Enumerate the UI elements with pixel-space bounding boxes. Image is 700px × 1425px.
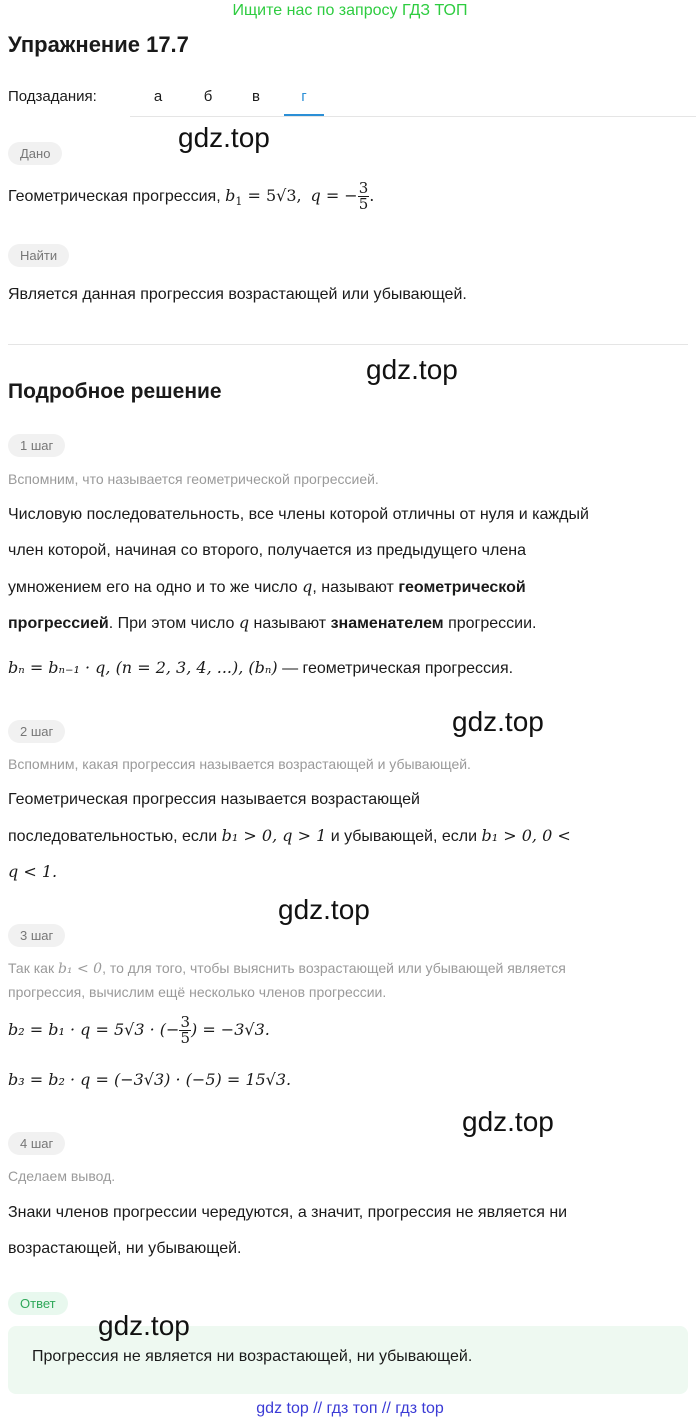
answer-chip: Ответ (8, 1292, 68, 1315)
step-3-hint-2: прогрессия, вычислим ещё несколько членов прогрессии. (8, 984, 387, 1000)
top-banner: Ищите нас по запросу ГДЗ ТОП (232, 2, 468, 19)
watermark: gdz.top (366, 354, 458, 385)
step-3-formula-2: b₃ = b₂ · q = (−3√3) · (−5) = 15√3. (8, 1070, 292, 1089)
step-1-chip: 1 шаг (8, 434, 65, 457)
tab-g[interactable]: г (284, 88, 324, 116)
given-q: q = − (310, 186, 358, 205)
watermark: gdz.top (462, 1106, 554, 1137)
step-2-p1: Геометрическая прогрессия называется возрастающей (8, 791, 420, 808)
step-1-p3: умножением его на одно и то же число q, называют геометрической (8, 577, 526, 596)
given-text: Геометрическая прогрессия, $b_1 = 5√3$, q = − $\frac{3}{5}$ . (8, 179, 375, 214)
step-4-hint: Сделаем вывод. (8, 1168, 116, 1184)
step-3-formula-1: b₂ = b₁ · q = 5√3 · (− $\frac{3}{5}$ ) = −3√3. (8, 1013, 270, 1048)
step-1-hint: Вспомним, что называется геометрической прогрессией. (8, 471, 379, 487)
step-1-p4: прогрессией. При этом число q называют знаменателем прогрессии. (8, 613, 537, 632)
given-b1: $b_1 = 5√3$, (225, 186, 302, 209)
step-2-p3: q < 1. (8, 862, 58, 881)
step-1-p1: Числовую последовательность, все члены которой отличны от нуля и каждый (8, 506, 589, 523)
step-4-p1: Знаки членов прогрессии чередуются, а значит, прогрессия не является ни (8, 1204, 568, 1221)
find-chip: Найти (8, 244, 69, 267)
given-chip: Дано (8, 142, 62, 165)
subtask-tabs (130, 86, 696, 117)
tab-a[interactable]: а (153, 88, 163, 105)
step-2-p2: последовательностью, если b₁ > 0, q > 1 и убывающей, если b₁ > 0, 0 < (8, 826, 571, 845)
step-3-hint: Так как b₁ < 0, то для того, чтобы выяснить возрастающей или убывающей является (8, 960, 566, 977)
step-1-formula: bₙ = bₙ₋₁ · q, (n = 2, 3, 4, ...), (bₙ) — геометрическая прогрессия. (8, 658, 514, 677)
step-4-p2: возрастающей, ни убывающей. (8, 1240, 242, 1257)
given-label: Геометрическая прогрессия, (8, 188, 221, 205)
footer-links[interactable]: gdz top // гдз топ // гдз top (256, 1400, 444, 1417)
watermark: gdz.top (278, 894, 370, 925)
tab-v[interactable]: в (252, 88, 260, 105)
step-3-fraction: $\frac{3}{5}$ (180, 1013, 190, 1048)
tab-b[interactable]: б (203, 88, 213, 105)
watermark: gdz.top (178, 122, 270, 153)
subtasks-label: Подзадания: (8, 88, 97, 105)
step-1-p2: член которой, начиная со второго, получается из предыдущего члена (8, 542, 526, 559)
step-3-chip: 3 шаг (8, 924, 65, 947)
step-2-chip: 2 шаг (8, 720, 65, 743)
divider (8, 344, 688, 345)
step-2-hint: Вспомним, какая прогрессия называется возрастающей и убывающей. (8, 756, 471, 772)
solution-title: Подробное решение (8, 380, 222, 403)
find-text: Является данная прогрессия возрастающей или убывающей. (8, 286, 467, 303)
step-4-chip: 4 шаг (8, 1132, 65, 1155)
answer-text: Прогрессия не является ни возрастающей, ни убывающей. (32, 1348, 473, 1365)
given-q-fraction: $\frac{3}{5}$ (358, 179, 369, 214)
watermark: gdz.top (452, 706, 544, 737)
watermark: gdz.top (98, 1310, 190, 1341)
page-title: Упражнение 17.7 (8, 32, 189, 57)
